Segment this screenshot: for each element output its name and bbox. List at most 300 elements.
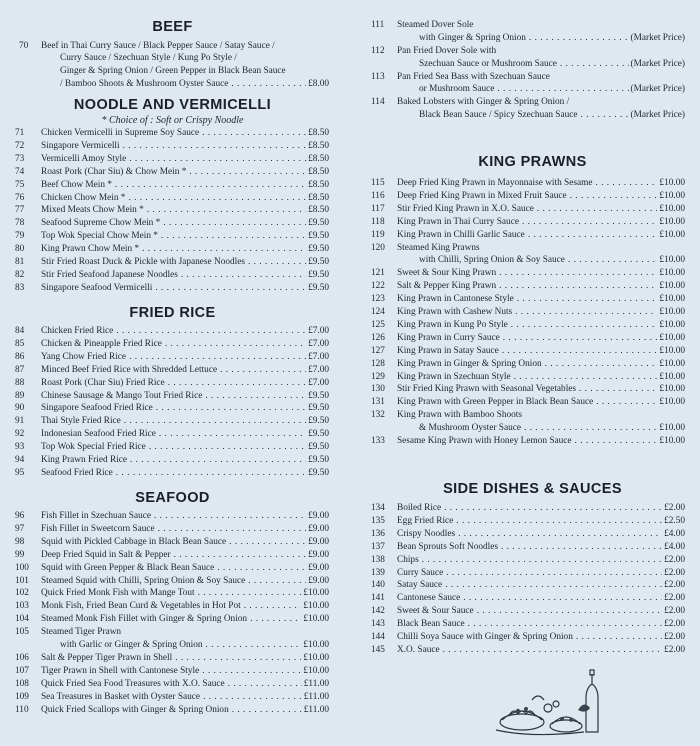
item-name: Tiger Prawn in Shell with Cantonese Style xyxy=(41,665,200,676)
menu-item xyxy=(365,515,697,528)
dot-leader xyxy=(503,332,658,345)
menu-item xyxy=(365,280,697,293)
dot-leader xyxy=(189,166,306,179)
menu-item xyxy=(365,371,697,384)
menu-item xyxy=(365,592,697,605)
menu-item xyxy=(0,415,341,428)
item-number: 72 xyxy=(15,140,25,151)
item-number: 76 xyxy=(15,192,25,203)
dot-leader xyxy=(181,269,306,282)
item-name: with Garlic or Ginger & Spring Onion xyxy=(60,639,203,650)
item-number: 131 xyxy=(371,397,385,408)
item-name: King Prawn with Bamboo Shoots xyxy=(397,410,522,421)
menu-item xyxy=(0,536,341,549)
item-number: 134 xyxy=(371,503,385,513)
dot-leader xyxy=(128,192,306,205)
section-heading-fried-rice: FRIED RICE xyxy=(129,305,216,321)
dot-leader xyxy=(116,467,306,480)
menu-item xyxy=(0,402,341,415)
dot-leader xyxy=(248,256,306,269)
item-price: £11.00 xyxy=(303,678,329,689)
item-name: Szechuan Sauce or Mushroom Sauce xyxy=(419,58,557,69)
dot-leader xyxy=(147,204,306,217)
item-price: £11.00 xyxy=(303,691,329,702)
menu-item xyxy=(365,293,697,306)
menu-item xyxy=(0,467,341,480)
item-name: Chicken Vermicelli in Supreme Soy Sauce xyxy=(41,128,200,138)
item-name: Fish Fillet in Sweetcorn Sauce xyxy=(41,523,155,534)
item-number: 81 xyxy=(15,257,25,267)
item-name: Chicken Chow Mein * xyxy=(41,192,126,203)
menu-item xyxy=(0,230,341,243)
item-number: 98 xyxy=(15,536,25,547)
item-number: 135 xyxy=(371,515,385,526)
item-name: Salt & Pepper Tiger Prawn in Shell xyxy=(41,652,173,663)
item-number: 105 xyxy=(15,627,29,638)
item-name: Deep Fried Squid in Salt & Pepper xyxy=(41,549,171,560)
item-name: Cantonese Sauce xyxy=(397,593,461,604)
item-price: £10.00 xyxy=(659,268,685,279)
item-name: Stir Fried King Prawn with Seasonal Vegetables xyxy=(397,384,577,395)
item-name: Pan Fried Sea Bass with Szechuan Sauce xyxy=(397,71,550,82)
dot-leader xyxy=(168,377,306,390)
item-number: 125 xyxy=(371,319,385,330)
dot-leader xyxy=(248,575,306,588)
item-price: £10.00 xyxy=(303,601,329,612)
item-price: £11.00 xyxy=(303,704,329,715)
item-price: £9.50 xyxy=(308,244,329,255)
item-price: £8.50 xyxy=(308,140,329,151)
dot-leader xyxy=(231,78,306,91)
item-name: Sweet & Sour King Prawn xyxy=(397,268,497,279)
dot-leader xyxy=(175,652,301,665)
item-number: 106 xyxy=(15,652,29,663)
item-name: Singapore Seafood Fried Rice xyxy=(41,403,153,414)
menu-item xyxy=(0,510,341,523)
dot-leader xyxy=(499,280,657,293)
menu-item xyxy=(365,396,697,409)
item-number: 110 xyxy=(15,704,29,715)
menu-item xyxy=(0,166,341,179)
item-name: Squid with Pickled Cabbage in Black Bean Sauce xyxy=(41,536,227,547)
item-number: 83 xyxy=(15,282,25,293)
item-name: Steamed Squid with Chilli, Spring Onion & Soy Sauce xyxy=(41,575,246,586)
item-name: King Prawn Chow Mein * xyxy=(41,244,140,255)
item-price: £10.00 xyxy=(659,371,685,382)
menu-item xyxy=(365,96,697,122)
menu-item xyxy=(365,345,697,358)
menu-item xyxy=(0,351,341,364)
dot-leader xyxy=(570,190,658,203)
item-number: 113 xyxy=(371,71,385,82)
menu-item xyxy=(0,665,341,678)
item-name: Mixed Meats Chow Mein * xyxy=(41,205,144,216)
dot-leader xyxy=(156,402,306,415)
item-number: 100 xyxy=(15,562,29,573)
item-price: £10.00 xyxy=(659,255,685,266)
item-name: Deep Fried King Prawn in Mixed Fruit Sauce xyxy=(397,190,567,201)
menu-item xyxy=(0,140,341,153)
item-number: 80 xyxy=(15,244,25,255)
dot-leader xyxy=(501,541,662,554)
menu-item xyxy=(365,567,697,580)
menu-item xyxy=(365,528,697,541)
dot-leader xyxy=(149,441,306,454)
menu-item xyxy=(0,562,341,575)
item-name: Pan Fried Dover Sole with xyxy=(397,45,497,56)
menu-item xyxy=(0,523,341,536)
item-price: £7.00 xyxy=(308,326,329,336)
menu-item xyxy=(0,192,341,205)
item-number: 136 xyxy=(371,528,385,539)
item-number: 103 xyxy=(15,601,29,612)
item-number: 101 xyxy=(15,575,29,586)
menu-item xyxy=(0,390,341,403)
item-name: Sea Treasures in Basket with Oyster Sauce xyxy=(41,691,201,702)
item-name: Seafood Supreme Chow Mein * xyxy=(41,218,161,229)
item-number: 82 xyxy=(15,269,25,280)
item-name: Squid with Green Pepper & Black Bean Sauce xyxy=(41,562,215,573)
item-price: £9.50 xyxy=(308,416,329,427)
dot-leader xyxy=(158,523,306,536)
dot-leader xyxy=(524,422,657,435)
menu-item xyxy=(365,203,697,216)
item-name: Indonesian Seafood Fried Rice xyxy=(41,429,156,440)
item-number: 109 xyxy=(15,691,29,702)
menu-item xyxy=(0,428,341,441)
menu-item xyxy=(0,217,341,230)
menu-item xyxy=(365,605,697,618)
item-number: 90 xyxy=(15,403,25,414)
item-price: £2.50 xyxy=(664,515,685,526)
item-price: £9.50 xyxy=(308,269,329,280)
item-price: (Market Price) xyxy=(630,58,685,69)
item-name: Yang Chow Fried Rice xyxy=(41,351,127,362)
item-number: 126 xyxy=(371,332,385,343)
item-name: Bean Sprouts Soft Noodles xyxy=(397,541,498,552)
item-name: Steamed Monk Fish Fillet with Ginger & Spring Onion xyxy=(41,614,248,625)
dot-leader xyxy=(115,179,306,192)
dot-leader xyxy=(206,639,302,652)
item-price: £10.00 xyxy=(303,614,329,625)
item-number: 140 xyxy=(371,580,385,591)
menu-item xyxy=(365,306,697,319)
item-number: 115 xyxy=(371,178,385,188)
menu-item xyxy=(365,541,697,554)
menu-item xyxy=(365,409,697,435)
item-price: £4.00 xyxy=(664,528,685,539)
item-name: King Prawn with Green Pepper in Black Bean Sauce xyxy=(397,397,594,408)
item-price: £10.00 xyxy=(659,345,685,356)
menu-item xyxy=(365,319,697,332)
section-heading-king-prawns: KING PRAWNS xyxy=(478,154,587,170)
item-number: 97 xyxy=(15,523,25,534)
item-name: Crispy Noodles xyxy=(397,528,456,539)
dot-leader xyxy=(116,325,306,338)
menu-item xyxy=(365,45,697,71)
menu-item xyxy=(0,652,341,665)
item-name: & Mushroom Oyster Sauce xyxy=(419,423,521,434)
item-number: 121 xyxy=(371,268,385,279)
item-price: £10.00 xyxy=(659,216,685,227)
menu-item xyxy=(365,644,697,657)
item-name: Satay Sauce xyxy=(397,580,443,591)
dot-leader xyxy=(220,364,306,377)
item-name: Curry Sauce / Szechuan Style / Kung Po Style / xyxy=(60,53,237,64)
item-number: 104 xyxy=(15,614,29,625)
dot-leader xyxy=(130,454,306,467)
item-price: £10.00 xyxy=(303,665,329,676)
item-price: £9.00 xyxy=(308,536,329,547)
item-number: 133 xyxy=(371,436,385,446)
item-price: £8.50 xyxy=(308,179,329,190)
menu-item xyxy=(0,127,341,140)
menu-item xyxy=(0,153,341,166)
item-number: 119 xyxy=(371,229,385,240)
dot-leader xyxy=(511,319,658,332)
item-name: Chilli Soya Sauce with Ginger & Spring Onion xyxy=(397,632,573,642)
item-name: Stir Fried King Prawn in X.O. Sauce xyxy=(397,203,534,214)
item-price: £10.00 xyxy=(303,588,329,599)
item-name: or Mushroom Sauce xyxy=(419,84,495,95)
item-number: 108 xyxy=(15,678,29,689)
item-name: Steamed Dover Sole xyxy=(397,20,474,30)
menu-item xyxy=(0,441,341,454)
menu-item xyxy=(0,338,341,351)
section-heading-beef: BEEF xyxy=(152,19,193,35)
item-name: Steamed King Prawns xyxy=(397,242,480,253)
dot-leader xyxy=(142,243,306,256)
item-price: £2.00 xyxy=(664,580,685,591)
dot-leader xyxy=(446,567,662,580)
item-name: Minced Beef Fried Rice with Shredded Lettuce xyxy=(41,364,218,375)
item-name: King Prawn in Thai Curry Sauce xyxy=(397,216,519,227)
item-number: 142 xyxy=(371,606,385,617)
item-name: Roast Pork (Char Siu) & Chow Mein * xyxy=(41,166,187,177)
dot-leader xyxy=(154,510,306,523)
item-name: / Bamboo Shoots & Mushroom Oyster Sauce xyxy=(60,79,229,90)
item-number: 137 xyxy=(371,541,385,552)
item-name: Chicken Fried Rice xyxy=(41,326,114,336)
item-name: Sesame King Prawn with Honey Lemon Sauce xyxy=(397,436,572,446)
item-name: Ginger & Spring Onion / Green Pepper in Black Bean Sauce xyxy=(60,66,286,77)
item-name: Stir Fried Seafood Japanese Noodles xyxy=(41,269,178,280)
item-price: £9.50 xyxy=(308,455,329,465)
dot-leader xyxy=(444,502,662,515)
item-number: 129 xyxy=(371,371,385,382)
menu-item xyxy=(0,377,341,390)
item-price: £10.00 xyxy=(659,190,685,201)
menu-item xyxy=(0,325,341,338)
item-name: King Prawn in Curry Sauce xyxy=(397,332,500,343)
menu-item xyxy=(0,40,341,92)
item-number: 130 xyxy=(371,384,385,395)
dot-leader xyxy=(596,396,657,409)
dot-leader xyxy=(174,549,306,562)
dot-leader xyxy=(497,83,628,96)
item-number: 73 xyxy=(15,153,25,164)
item-number: 71 xyxy=(15,128,25,138)
item-price: £7.00 xyxy=(308,377,329,388)
menu-item xyxy=(365,229,697,242)
dot-leader xyxy=(595,177,657,190)
item-price: £10.00 xyxy=(303,639,329,650)
item-price: £2.00 xyxy=(664,606,685,617)
item-price: £10.00 xyxy=(659,178,685,188)
dot-leader xyxy=(477,605,662,618)
item-number: 145 xyxy=(371,644,385,655)
menu-item xyxy=(365,19,697,45)
item-number: 132 xyxy=(371,410,385,421)
menu-item xyxy=(0,549,341,562)
item-number: 86 xyxy=(15,351,25,362)
item-price: £9.50 xyxy=(308,467,329,478)
dot-leader xyxy=(422,554,662,567)
item-name: Top Wok Special Fried Rice xyxy=(41,442,146,453)
menu-item xyxy=(0,587,341,600)
section-heading-seafood: SEAFOOD xyxy=(135,490,210,506)
item-name: Black Bean Sauce xyxy=(397,619,465,630)
item-name: King Prawn Fried Rice xyxy=(41,455,127,465)
menu-item xyxy=(365,332,697,345)
item-number: 116 xyxy=(371,190,385,201)
item-name: Baked Lobsters with Ginger & Spring Onion / xyxy=(397,97,570,108)
item-name: Sweet & Sour Sauce xyxy=(397,606,474,617)
dot-leader xyxy=(515,306,657,319)
dot-leader xyxy=(514,371,658,384)
item-price: £9.50 xyxy=(308,442,329,453)
item-name: King Prawn in Szechuan Style xyxy=(397,371,511,382)
item-price: £10.00 xyxy=(659,436,685,446)
dot-leader xyxy=(205,390,306,403)
item-number: 95 xyxy=(15,467,25,478)
item-price: £10.00 xyxy=(659,332,685,343)
dot-leader xyxy=(124,415,306,428)
item-name: Singapore Vermicelli xyxy=(41,140,120,151)
item-name: King Prawn in Kung Po Style xyxy=(397,319,508,330)
menu-item xyxy=(365,267,697,280)
item-price: £9.50 xyxy=(308,282,329,293)
item-name: Black Bean Sauce / Spicy Szechuan Sauce xyxy=(419,110,578,121)
dot-leader xyxy=(468,618,662,631)
item-number: 77 xyxy=(15,205,25,216)
menu-item xyxy=(365,242,697,268)
dot-leader xyxy=(129,351,306,364)
menu-item xyxy=(0,454,341,467)
item-name: Seafood Fried Rice xyxy=(41,467,113,478)
item-number: 124 xyxy=(371,307,385,317)
item-number: 74 xyxy=(15,166,25,177)
dot-leader xyxy=(163,217,306,230)
item-name: Deep Fried King Prawn in Mayonnaise with Sesame xyxy=(397,178,593,188)
item-name: King Prawn in Satay Sauce xyxy=(397,345,499,356)
item-price: £9.00 xyxy=(308,511,329,521)
item-number: 91 xyxy=(15,416,25,427)
dot-leader xyxy=(581,109,629,122)
menu-item xyxy=(0,269,341,282)
dot-leader xyxy=(155,282,306,295)
item-price: £2.00 xyxy=(664,619,685,630)
item-number: 122 xyxy=(371,281,385,292)
item-number: 118 xyxy=(371,216,385,227)
section-heading-noodle: NOODLE AND VERMICELLI xyxy=(73,97,272,113)
menu-item xyxy=(0,613,341,626)
item-name: Monk Fish, Fried Bean Curd & Vegetables in Hot Pot xyxy=(41,601,241,612)
dot-leader xyxy=(502,345,658,358)
menu-item xyxy=(0,575,341,588)
item-name: Quick Fried Monk Fish with Mange Tout xyxy=(41,588,195,599)
menu-item xyxy=(365,177,697,190)
dot-leader xyxy=(232,704,302,717)
menu-item xyxy=(365,190,697,203)
dot-leader xyxy=(123,140,307,153)
item-price: £2.00 xyxy=(664,593,685,604)
item-price: £9.00 xyxy=(308,575,329,586)
menu-item xyxy=(365,579,697,592)
section-heading-side-dishes: SIDE DISHES & SAUCES xyxy=(443,481,622,497)
item-price: £10.00 xyxy=(659,307,685,317)
item-name: Beef Chow Mein * xyxy=(41,179,113,190)
item-price: £2.00 xyxy=(664,503,685,513)
item-price: £10.00 xyxy=(659,397,685,408)
item-name: Quick Fried Scallops with Ginger & Spring Onion xyxy=(41,704,229,715)
menu-item xyxy=(365,618,697,631)
item-number: 70 xyxy=(19,40,29,51)
item-name: King Prawn in Cantonese Style xyxy=(397,294,514,305)
item-name: Curry Sauce xyxy=(397,567,444,578)
item-name: Roast Pork (Char Siu) Fried Rice xyxy=(41,377,165,388)
item-price: £9.50 xyxy=(308,218,329,229)
menu-item xyxy=(0,179,341,192)
item-number: 117 xyxy=(371,203,385,214)
item-price: £10.00 xyxy=(659,229,685,240)
dot-leader xyxy=(575,435,658,448)
menu-item xyxy=(365,631,697,644)
item-name: Vermicelli Amoy Style xyxy=(41,153,127,164)
menu-item xyxy=(365,216,697,229)
dot-leader xyxy=(458,528,662,541)
menu-item xyxy=(0,704,341,717)
dot-leader xyxy=(537,203,658,216)
item-price: £2.00 xyxy=(664,567,685,578)
item-number: 111 xyxy=(371,20,385,30)
item-name: Stir Fried Roast Duck & Pickle with Japanese Noodles xyxy=(41,257,245,267)
item-name: Egg Fried Rice xyxy=(397,515,454,526)
item-price: £9.00 xyxy=(308,562,329,573)
dot-leader xyxy=(568,254,658,267)
item-number: 99 xyxy=(15,549,25,560)
item-price: £9.00 xyxy=(308,549,329,560)
dot-leader xyxy=(250,613,301,626)
menu-item xyxy=(365,383,697,396)
item-price: £8.50 xyxy=(308,166,329,177)
item-number: 112 xyxy=(371,45,385,56)
item-name: Chicken & Pineapple Fried Rice xyxy=(41,338,162,349)
dot-leader xyxy=(545,358,658,371)
menu-item xyxy=(0,626,341,652)
menu-item xyxy=(365,358,697,371)
menu-item xyxy=(0,256,341,269)
dot-leader xyxy=(244,600,302,613)
menu-item xyxy=(365,435,697,448)
item-name: Singapore Seafood Vermicelli xyxy=(41,282,153,293)
menu-item xyxy=(365,502,697,515)
item-name: Fish Fillet in Szechuan Sauce xyxy=(41,511,151,521)
item-price: £8.50 xyxy=(308,128,329,138)
item-number: 139 xyxy=(371,567,385,578)
dot-leader xyxy=(217,562,306,575)
item-number: 89 xyxy=(15,390,25,401)
